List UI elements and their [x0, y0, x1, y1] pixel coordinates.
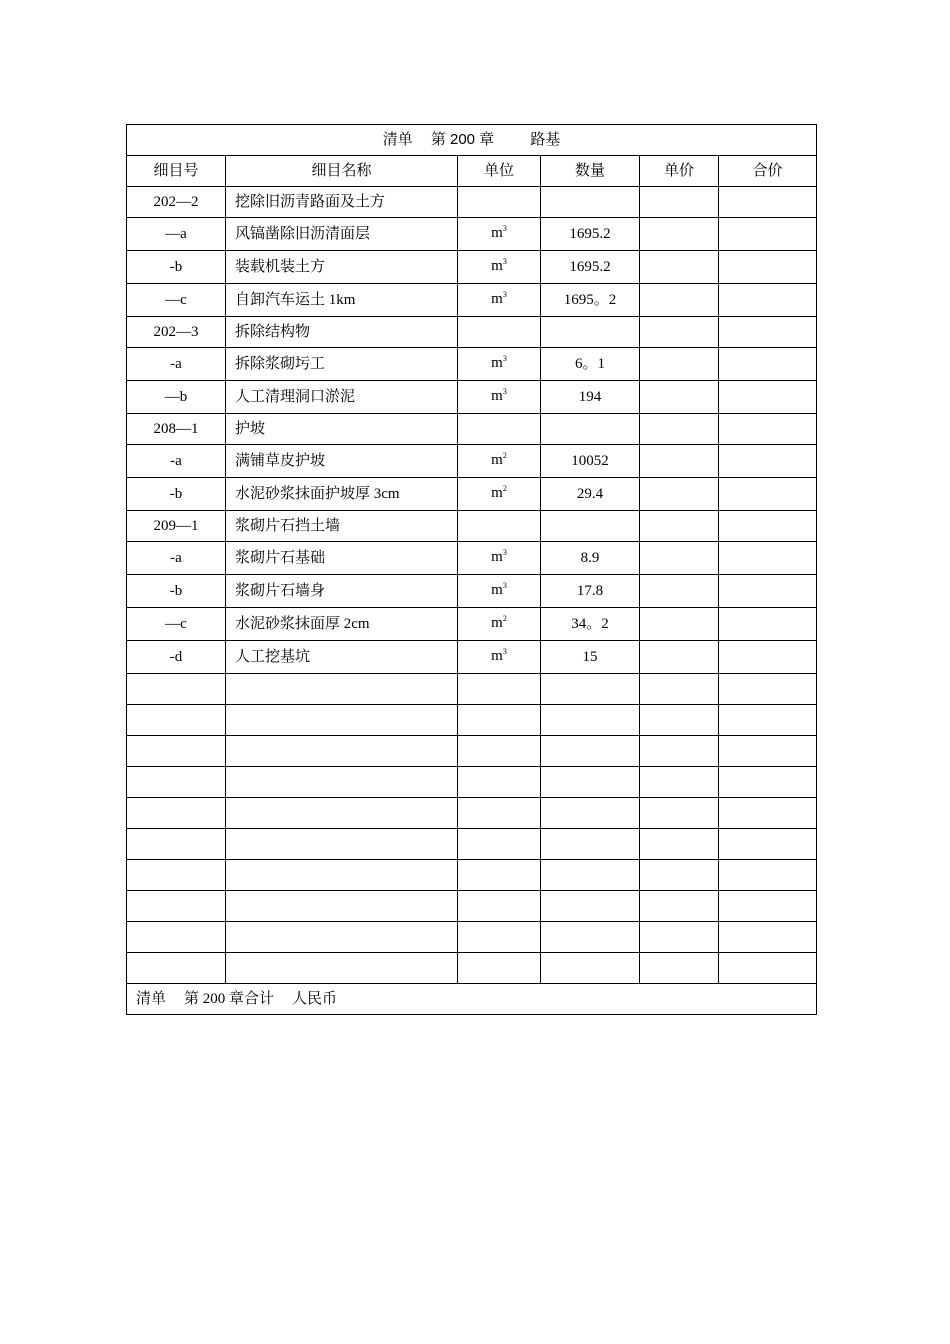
table-row	[127, 829, 817, 860]
unit-cell	[458, 575, 541, 608]
header-code: 细目号	[127, 156, 226, 187]
unit-price-cell	[640, 187, 719, 218]
quantity-cell	[541, 414, 640, 445]
unit-base: m	[491, 225, 503, 241]
item-code-cell: 208—1	[127, 414, 226, 445]
unit-exponent: 3	[502, 647, 507, 656]
unit-exponent: 3	[502, 581, 507, 590]
quantity-cell: 29.4	[541, 478, 640, 511]
table-row	[127, 251, 817, 284]
item-name-cell	[226, 736, 458, 767]
item-name-cell: 挖除旧沥青路面及土方	[226, 187, 458, 218]
item-code-cell: -b	[127, 251, 226, 284]
item-name-cell: 水泥砂浆抹面厚 2cm	[226, 608, 458, 641]
unit-price-cell	[640, 705, 719, 736]
unit-cell	[458, 317, 541, 348]
unit-base: m	[491, 485, 503, 501]
quantity-cell	[541, 767, 640, 798]
item-code-cell: 209—1	[127, 511, 226, 542]
unit-exponent: 3	[502, 548, 507, 557]
unit-cell	[458, 445, 541, 478]
item-code-cell: -d	[127, 641, 226, 674]
item-name-cell: 拆除结构物	[226, 317, 458, 348]
item-name-cell: 满铺草皮护坡	[226, 445, 458, 478]
quantity-cell: 34。2	[541, 608, 640, 641]
total-price-cell	[719, 218, 817, 251]
item-name-cell: 人工清理洞口淤泥	[226, 381, 458, 414]
unit-cell	[458, 511, 541, 542]
item-code-cell: -b	[127, 575, 226, 608]
unit-cell	[458, 414, 541, 445]
item-code-cell	[127, 922, 226, 953]
table-row	[127, 511, 817, 542]
total-price-cell	[719, 542, 817, 575]
unit-cell	[458, 381, 541, 414]
bill-of-quantities-sheet	[126, 124, 816, 1015]
item-name-cell	[226, 767, 458, 798]
bill-table	[126, 124, 817, 1015]
title-row	[127, 125, 817, 156]
quantity-cell: 8.9	[541, 542, 640, 575]
quantity-cell: 1695.2	[541, 218, 640, 251]
item-name-cell: 水泥砂浆抹面护坡厚 3cm	[226, 478, 458, 511]
table-row	[127, 608, 817, 641]
header-total-price: 合价	[719, 156, 817, 187]
total-price-cell	[719, 608, 817, 641]
item-code-cell	[127, 736, 226, 767]
table-row	[127, 641, 817, 674]
footer-prefix: 清单	[136, 991, 167, 1007]
item-name-cell	[226, 798, 458, 829]
table-row	[127, 953, 817, 984]
quantity-cell	[541, 317, 640, 348]
quantity-cell: 1695.2	[541, 251, 640, 284]
unit-price-cell	[640, 798, 719, 829]
unit-price-cell	[640, 251, 719, 284]
chapter-total-label	[127, 984, 817, 1015]
unit-base: m	[491, 648, 503, 664]
total-price-cell	[719, 922, 817, 953]
item-name-cell	[226, 891, 458, 922]
unit-cell	[458, 542, 541, 575]
item-name-cell	[226, 829, 458, 860]
total-price-cell	[719, 575, 817, 608]
item-name-cell: 人工挖基坑	[226, 641, 458, 674]
unit-price-cell	[640, 953, 719, 984]
item-name-cell: 风镐凿除旧沥清面层	[226, 218, 458, 251]
table-row	[127, 860, 817, 891]
unit-price-cell	[640, 891, 719, 922]
unit-exponent: 2	[502, 614, 507, 623]
item-code-cell	[127, 891, 226, 922]
unit-cell	[458, 348, 541, 381]
unit-price-cell	[640, 641, 719, 674]
unit-price-cell	[640, 542, 719, 575]
unit-exponent: 2	[502, 451, 507, 460]
table-row	[127, 542, 817, 575]
quantity-cell	[541, 798, 640, 829]
quantity-cell: 6。1	[541, 348, 640, 381]
item-code-cell: -a	[127, 542, 226, 575]
total-price-cell	[719, 348, 817, 381]
unit-price-cell	[640, 608, 719, 641]
item-name-cell: 护坡	[226, 414, 458, 445]
bill-table-body	[127, 125, 817, 1015]
unit-cell	[458, 767, 541, 798]
unit-price-cell	[640, 218, 719, 251]
item-code-cell: —b	[127, 381, 226, 414]
quantity-cell	[541, 511, 640, 542]
unit-cell	[458, 218, 541, 251]
unit-cell	[458, 608, 541, 641]
unit-base: m	[491, 549, 503, 565]
table-row	[127, 798, 817, 829]
unit-cell	[458, 891, 541, 922]
quantity-cell	[541, 705, 640, 736]
total-price-cell	[719, 445, 817, 478]
quantity-cell: 1695。2	[541, 284, 640, 317]
unit-base: m	[491, 582, 503, 598]
item-name-cell	[226, 860, 458, 891]
total-price-cell	[719, 187, 817, 218]
quantity-cell	[541, 860, 640, 891]
item-code-cell: 202—3	[127, 317, 226, 348]
item-code-cell	[127, 953, 226, 984]
quantity-cell	[541, 736, 640, 767]
item-code-cell: —c	[127, 284, 226, 317]
unit-price-cell	[640, 860, 719, 891]
table-row	[127, 218, 817, 251]
item-code-cell	[127, 829, 226, 860]
unit-base: m	[491, 355, 503, 371]
item-name-cell: 浆砌片石墙身	[226, 575, 458, 608]
table-title	[127, 125, 817, 156]
footer-currency: 人民币	[292, 991, 338, 1007]
unit-price-cell	[640, 381, 719, 414]
unit-base: m	[491, 452, 503, 468]
table-row	[127, 445, 817, 478]
total-price-cell	[719, 511, 817, 542]
unit-price-cell	[640, 478, 719, 511]
table-row	[127, 575, 817, 608]
item-name-cell: 浆砌片石基础	[226, 542, 458, 575]
item-code-cell	[127, 674, 226, 705]
item-name-cell: 拆除浆砌圬工	[226, 348, 458, 381]
table-row	[127, 736, 817, 767]
quantity-cell	[541, 953, 640, 984]
total-price-cell	[719, 736, 817, 767]
unit-price-cell	[640, 767, 719, 798]
unit-price-cell	[640, 317, 719, 348]
item-name-cell	[226, 922, 458, 953]
unit-exponent: 3	[502, 387, 507, 396]
unit-price-cell	[640, 575, 719, 608]
quantity-cell: 15	[541, 641, 640, 674]
item-code-cell: —c	[127, 608, 226, 641]
unit-exponent: 3	[502, 290, 507, 299]
total-price-cell	[719, 860, 817, 891]
unit-base: m	[491, 258, 503, 274]
total-price-cell	[719, 317, 817, 348]
item-name-cell: 自卸汽车运土 1km	[226, 284, 458, 317]
total-price-cell	[719, 798, 817, 829]
quantity-cell	[541, 922, 640, 953]
item-name-cell: 装载机装土方	[226, 251, 458, 284]
header-row	[127, 156, 817, 187]
quantity-cell	[541, 674, 640, 705]
total-price-cell	[719, 284, 817, 317]
table-row	[127, 317, 817, 348]
unit-price-cell	[640, 414, 719, 445]
unit-exponent: 3	[502, 354, 507, 363]
unit-base: m	[491, 615, 503, 631]
table-row	[127, 674, 817, 705]
unit-cell	[458, 674, 541, 705]
unit-price-cell	[640, 922, 719, 953]
total-price-cell	[719, 381, 817, 414]
table-row	[127, 414, 817, 445]
unit-cell	[458, 251, 541, 284]
table-row	[127, 922, 817, 953]
quantity-cell	[541, 829, 640, 860]
unit-cell	[458, 478, 541, 511]
table-row	[127, 767, 817, 798]
item-code-cell	[127, 705, 226, 736]
unit-cell	[458, 829, 541, 860]
item-code-cell	[127, 798, 226, 829]
unit-price-cell	[640, 736, 719, 767]
quantity-cell	[541, 891, 640, 922]
unit-base: m	[491, 388, 503, 404]
unit-price-cell	[640, 445, 719, 478]
unit-exponent: 3	[502, 257, 507, 266]
table-row	[127, 891, 817, 922]
item-name-cell	[226, 705, 458, 736]
title-name: 路基	[530, 131, 561, 148]
quantity-cell: 10052	[541, 445, 640, 478]
unit-cell	[458, 641, 541, 674]
unit-cell	[458, 798, 541, 829]
unit-price-cell	[640, 674, 719, 705]
total-price-cell	[719, 478, 817, 511]
item-name-cell: 浆砌片石挡土墙	[226, 511, 458, 542]
unit-price-cell	[640, 284, 719, 317]
table-row	[127, 348, 817, 381]
item-code-cell	[127, 860, 226, 891]
quantity-cell: 17.8	[541, 575, 640, 608]
table-row	[127, 705, 817, 736]
unit-price-cell	[640, 511, 719, 542]
quantity-cell	[541, 187, 640, 218]
item-name-cell	[226, 674, 458, 705]
unit-cell	[458, 284, 541, 317]
header-quantity: 数量	[541, 156, 640, 187]
total-price-cell	[719, 674, 817, 705]
title-prefix: 清单	[382, 131, 413, 148]
table-row	[127, 381, 817, 414]
item-code-cell: -b	[127, 478, 226, 511]
header-name: 细目名称	[226, 156, 458, 187]
total-price-cell	[719, 767, 817, 798]
total-price-cell	[719, 641, 817, 674]
total-price-cell	[719, 251, 817, 284]
unit-cell	[458, 736, 541, 767]
unit-cell	[458, 953, 541, 984]
total-price-cell	[719, 829, 817, 860]
footer-row	[127, 984, 817, 1015]
unit-price-cell	[640, 829, 719, 860]
unit-exponent: 3	[502, 224, 507, 233]
unit-cell	[458, 187, 541, 218]
item-name-cell	[226, 953, 458, 984]
quantity-cell: 194	[541, 381, 640, 414]
unit-cell	[458, 860, 541, 891]
total-price-cell	[719, 891, 817, 922]
unit-cell	[458, 705, 541, 736]
header-unit-price: 单价	[640, 156, 719, 187]
item-code-cell: -a	[127, 445, 226, 478]
unit-price-cell	[640, 348, 719, 381]
item-code-cell: -a	[127, 348, 226, 381]
table-row	[127, 284, 817, 317]
footer-text: 第 200 章合计	[184, 991, 275, 1007]
item-code-cell	[127, 767, 226, 798]
total-price-cell	[719, 953, 817, 984]
table-row	[127, 187, 817, 218]
unit-base: m	[491, 291, 503, 307]
unit-cell	[458, 922, 541, 953]
header-unit: 单位	[458, 156, 541, 187]
table-row	[127, 478, 817, 511]
total-price-cell	[719, 705, 817, 736]
item-code-cell: 202—2	[127, 187, 226, 218]
item-code-cell: —a	[127, 218, 226, 251]
unit-exponent: 2	[502, 484, 507, 493]
total-price-cell	[719, 414, 817, 445]
title-chapter: 第 200 章	[430, 131, 495, 148]
